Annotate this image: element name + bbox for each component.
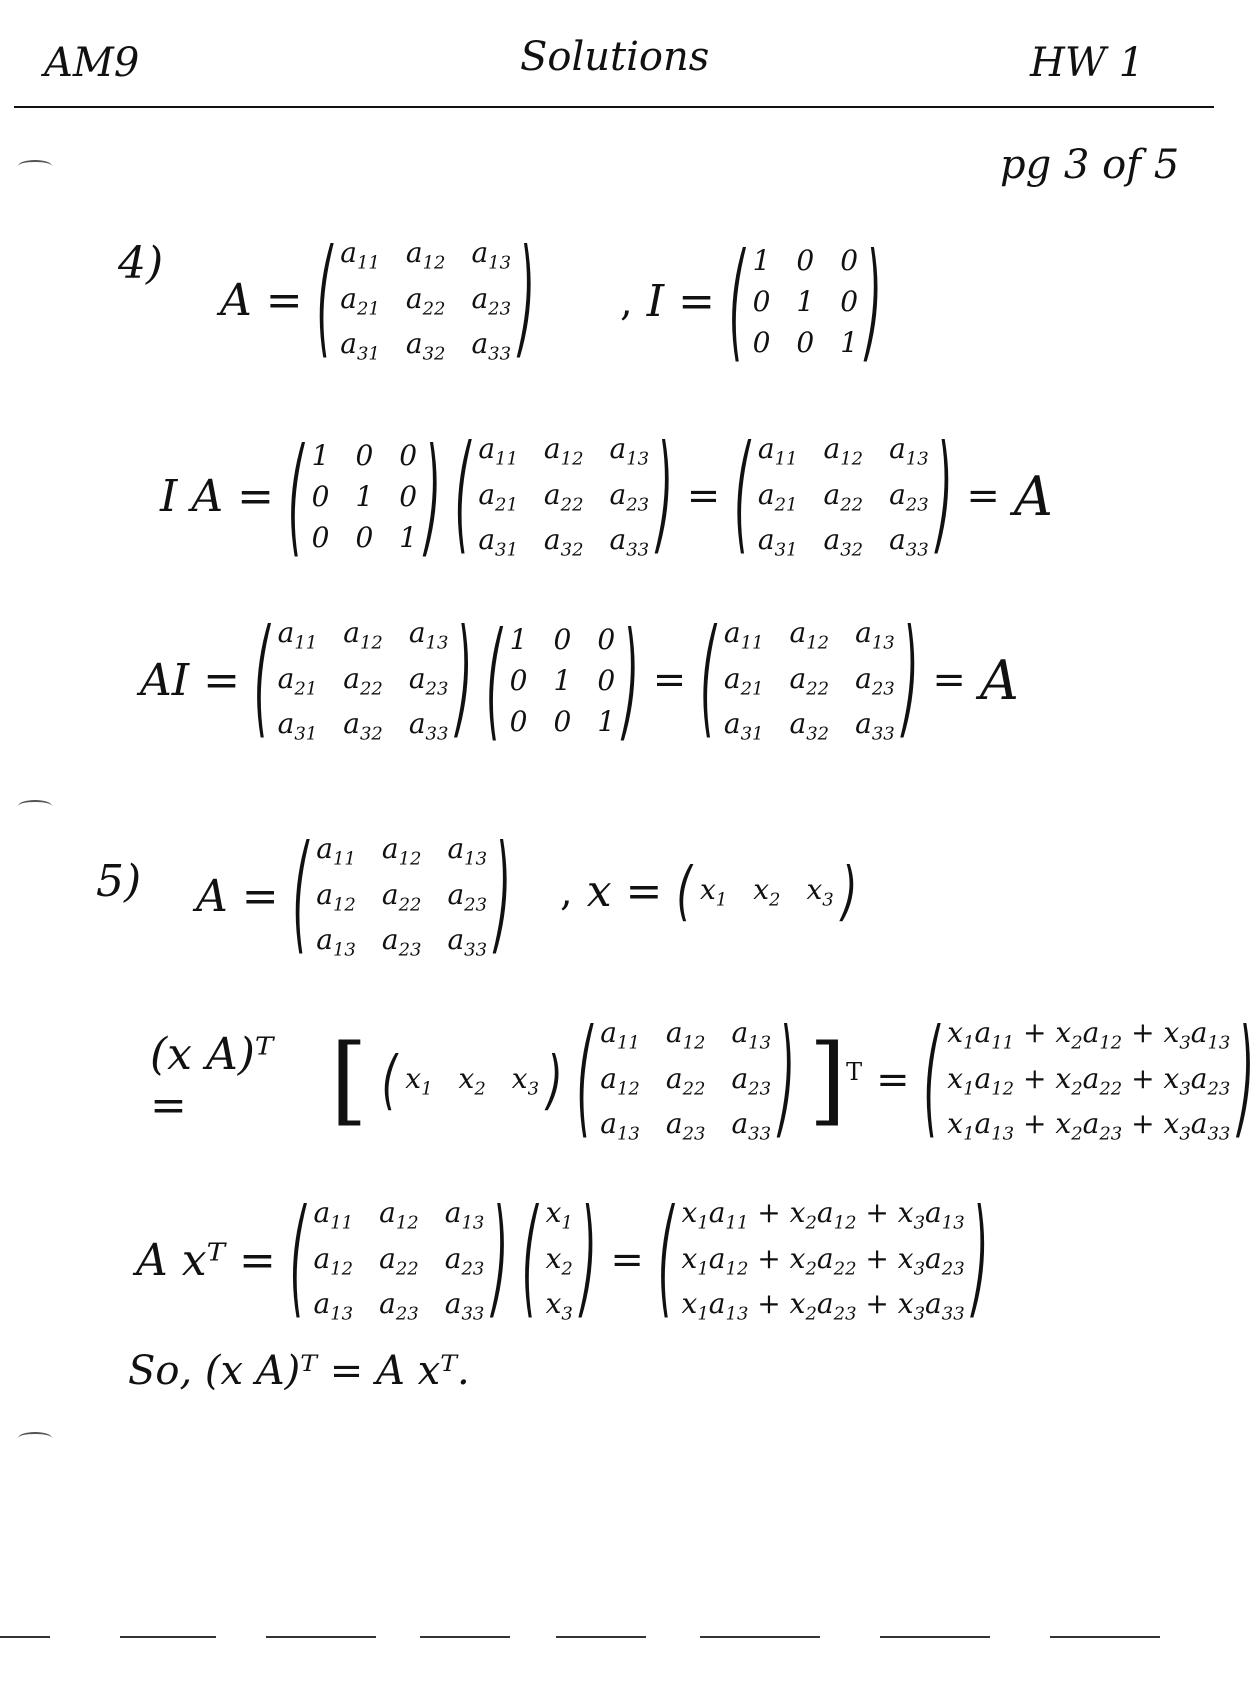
matrix-entry: 0 xyxy=(796,326,815,359)
matrix-entry: $x_1a_{11} + x_2a_{12} + x_3a_{13}$ xyxy=(681,1196,965,1234)
matrix-entry: $a_{31}$ xyxy=(340,327,380,365)
matrix-entry: $a_{33}$ xyxy=(731,1107,772,1145)
assignment-label: HW 1 xyxy=(1030,40,1145,86)
matrix-entry: $x_1a_{13} + x_2a_{23} + x_3a_{33}$ xyxy=(681,1287,965,1325)
matrix-entry: $a_{22}$ xyxy=(543,477,584,516)
left-paren: ( xyxy=(454,422,471,570)
matrix-entry: 1 xyxy=(311,438,330,472)
matrix-entry: $a_{12}$ xyxy=(600,1061,640,1100)
matrix-entry: $a_{12}$ xyxy=(543,432,584,470)
equals-sign: = xyxy=(686,473,721,520)
matrix-entry: $a_{11}$ xyxy=(478,432,518,470)
matrix-entry: 0 xyxy=(399,438,418,472)
matrix-entry: 0 xyxy=(355,520,374,554)
left-paren: ( xyxy=(734,422,750,570)
matrix-entry: 1 xyxy=(509,622,528,656)
page-number: pg 3 of 5 xyxy=(1000,142,1180,188)
matrix-entry: $a_{12}$ xyxy=(316,877,356,916)
matrix-entry: 0 xyxy=(355,438,374,472)
p4-IA-matrix-I xyxy=(288,422,441,570)
matrix-entry: $x_1$ xyxy=(405,1061,433,1100)
matrix-entry: $a_{23}$ xyxy=(889,477,929,516)
matrix-entry: $a_{13}$ xyxy=(408,616,449,654)
right-paren: ) xyxy=(547,1043,563,1118)
left-paren: ( xyxy=(728,227,745,376)
close-bracket: ]$^T$ xyxy=(808,1024,863,1137)
matrix-entry: $a_{11}$ xyxy=(316,832,356,870)
right-paren: ) xyxy=(902,606,919,754)
equals-sign: = xyxy=(876,1057,910,1104)
open-bracket: [ xyxy=(330,1024,368,1137)
matrix-entry: $a_{22}$ xyxy=(789,661,830,700)
equals-sign: = xyxy=(932,657,966,704)
matrix-entry: $a_{33}$ xyxy=(408,707,449,745)
matrix-entry: $a_{22}$ xyxy=(823,477,864,516)
p4-I-label: I = xyxy=(646,276,715,327)
matrix-entry: $a_{23}$ xyxy=(731,1061,772,1100)
left-paren: ( xyxy=(576,1006,593,1154)
matrix-entry: $x_2$ xyxy=(545,1241,573,1280)
matrix-entry: 0 xyxy=(597,622,616,656)
matrix-entry: $a_{33}$ xyxy=(444,1287,485,1325)
matrix-entry: $a_{13}$ xyxy=(447,832,488,870)
p4-IA-result-matrix xyxy=(734,422,953,570)
problem-5-number: 5) xyxy=(96,856,142,907)
left-paren: ( xyxy=(288,422,304,570)
p4-A-label: A = xyxy=(220,274,303,326)
footer-rule xyxy=(120,1636,216,1638)
matrix-entry: $a_{31}$ xyxy=(723,707,764,745)
p4-IA-result: A xyxy=(1013,464,1053,528)
right-paren: ) xyxy=(1238,1006,1254,1154)
footer-rule xyxy=(0,1636,50,1638)
p5-AxT-equation xyxy=(136,1186,989,1334)
left-paren: ( xyxy=(676,854,692,929)
footer-rule xyxy=(266,1636,376,1638)
matrix-entry: $a_{23}$ xyxy=(447,877,488,916)
matrix-entry: 1 xyxy=(796,285,815,318)
right-paren: ) xyxy=(936,422,953,570)
matrix-entry: $a_{23}$ xyxy=(665,1107,706,1145)
matrix-entry: $a_{12}$ xyxy=(405,236,446,274)
right-paren: ) xyxy=(623,606,639,754)
p5-definition-x: , x = ( $x_1$ $x_2$ $x_3$ ) xyxy=(560,866,857,917)
matrix-entry: 0 xyxy=(597,663,616,697)
p5-matrix-A xyxy=(292,822,511,970)
right-paren: ) xyxy=(495,822,511,970)
left-paren: ( xyxy=(316,226,333,374)
matrix-entry: $a_{21}$ xyxy=(277,661,318,700)
p4-AI-label: AI = xyxy=(140,654,241,706)
matrix-entry: 1 xyxy=(399,520,418,554)
matrix-entry: $a_{33}$ xyxy=(855,707,895,745)
matrix-entry: $a_{11}$ xyxy=(277,616,318,654)
left-paren: ( xyxy=(700,606,716,754)
matrix-entry: $a_{13}$ xyxy=(600,1107,640,1145)
matrix-entry: $a_{13}$ xyxy=(444,1196,485,1234)
matrix-entry: $a_{23}$ xyxy=(471,281,512,320)
p4-definition-A xyxy=(220,226,535,374)
footer-rule xyxy=(556,1636,646,1638)
matrix-entry: $a_{22}$ xyxy=(379,1241,419,1280)
matrix-entry: $a_{32}$ xyxy=(543,523,584,561)
p4-AI-equation xyxy=(140,606,1019,754)
page-heading: Solutions xyxy=(520,34,710,80)
matrix-entry: $a_{32}$ xyxy=(405,327,446,365)
p4-AI-matrix-A xyxy=(254,606,473,754)
right-paren: ) xyxy=(519,226,535,374)
matrix-entry: $x_3$ xyxy=(545,1287,573,1325)
left-paren: ( xyxy=(657,1186,674,1334)
matrix-entry: 0 xyxy=(553,622,572,656)
footer-rule xyxy=(880,1636,990,1638)
right-paren: ) xyxy=(425,422,441,570)
matrix-entry: 0 xyxy=(553,704,572,738)
right-paren: ) xyxy=(456,606,473,754)
p5-AxT-label: A xᵀ = xyxy=(136,1234,276,1286)
left-paren: ( xyxy=(521,1186,538,1334)
matrix-entry: $a_{21}$ xyxy=(340,281,380,320)
matrix-entry: $x_3$ xyxy=(806,872,834,911)
matrix-entry: 1 xyxy=(752,244,771,277)
matrix-entry: $a_{22}$ xyxy=(665,1061,706,1100)
matrix-entry: $a_{12}$ xyxy=(381,832,422,870)
matrix-entry: $x_1$ xyxy=(700,872,728,911)
matrix-entry: $a_{31}$ xyxy=(277,707,318,745)
matrix-entry: $a_{11}$ xyxy=(600,1016,640,1054)
matrix-entry: $a_{33}$ xyxy=(609,523,650,561)
margin-mark xyxy=(18,800,52,812)
p5-conclusion: So, (x A)ᵀ = A xᵀ. xyxy=(128,1348,470,1394)
left-paren: ( xyxy=(923,1006,940,1154)
matrix-entry: $a_{33}$ xyxy=(447,923,488,961)
matrix-entry: $a_{23}$ xyxy=(408,661,449,700)
left-paren: ( xyxy=(486,606,502,754)
matrix-entry: $a_{13}$ xyxy=(889,432,929,470)
matrix-entry: 0 xyxy=(509,704,528,738)
right-paren: ) xyxy=(779,1006,795,1154)
matrix-entry: 0 xyxy=(840,244,859,277)
matrix-entry: 0 xyxy=(796,244,815,277)
footer-rule xyxy=(700,1636,820,1638)
p5-xA-matrix-A xyxy=(576,1006,795,1154)
course-label: AM9 xyxy=(44,40,140,86)
matrix-entry: 1 xyxy=(355,479,374,513)
matrix-entry: $a_{13}$ xyxy=(313,1287,354,1325)
right-paren: ) xyxy=(972,1186,989,1334)
matrix-entry: $a_{13}$ xyxy=(855,616,895,654)
equals-sign: = xyxy=(966,473,1000,520)
matrix-entry: 0 xyxy=(399,479,418,513)
matrix-entry: $x_1a_{12} + x_2a_{22} + x_3a_{23}$ xyxy=(681,1241,965,1280)
matrix-entry: 1 xyxy=(840,326,859,359)
matrix-entry: $a_{13}$ xyxy=(316,923,356,961)
matrix-entry: $a_{23}$ xyxy=(444,1241,485,1280)
left-paren: ( xyxy=(254,606,270,754)
problem-4-number: 4) xyxy=(118,238,164,289)
p5-A-label: A = xyxy=(196,870,279,922)
matrix-entry: $a_{13}$ xyxy=(471,236,512,274)
matrix-entry: $a_{11}$ xyxy=(313,1196,354,1234)
matrix-entry: $a_{33}$ xyxy=(889,523,929,561)
matrix-entry: $a_{21}$ xyxy=(757,477,798,516)
p4-AI-result-matrix xyxy=(700,606,919,754)
matrix-entry: 0 xyxy=(509,663,528,697)
margin-mark xyxy=(18,160,52,172)
matrix-entry: $a_{11}$ xyxy=(757,432,798,470)
matrix-entry: $a_{23}$ xyxy=(381,923,422,961)
footer-rule xyxy=(1050,1636,1160,1638)
matrix-entry: 0 xyxy=(752,285,771,318)
matrix-entry: $a_{12}$ xyxy=(379,1196,419,1234)
equals-sign: = xyxy=(610,1237,644,1284)
matrix-entry: $x_1a_{12} + x_2a_{22} + x_3a_{23}$ xyxy=(947,1061,1231,1100)
matrix-entry: $a_{22}$ xyxy=(343,661,383,700)
matrix-entry: $a_{13}$ xyxy=(609,432,650,470)
header-rule xyxy=(14,106,1214,108)
matrix-entry: $a_{12}$ xyxy=(665,1016,706,1054)
p5-xAT-equation xyxy=(150,1006,1254,1154)
matrix-entry: $a_{12}$ xyxy=(789,616,830,654)
p5-xAT-label: (x A)ᵀ = xyxy=(150,1029,274,1132)
p4-definition-I: , I = ( 1 0 0 0 1 0 0 0 1 ) xyxy=(620,238,882,365)
p5-definition-A xyxy=(196,822,511,970)
matrix-entry: $a_{32}$ xyxy=(343,707,383,745)
matrix-entry: $a_{23}$ xyxy=(379,1287,419,1325)
footer-rule xyxy=(420,1636,510,1638)
margin-mark xyxy=(18,1432,52,1444)
matrix-entry: 0 xyxy=(311,520,330,554)
matrix-entry: 0 xyxy=(840,285,859,318)
matrix-entry: $x_1a_{11} + x_2a_{12} + x_3a_{13}$ xyxy=(947,1016,1231,1054)
p5-AxT-result-vector xyxy=(657,1186,989,1334)
matrix-entry: 1 xyxy=(553,663,572,697)
matrix-entry: 0 xyxy=(752,326,771,359)
p5-x-label: x = xyxy=(586,866,663,917)
left-paren: ( xyxy=(289,1186,306,1334)
matrix-entry: $a_{21}$ xyxy=(723,661,764,700)
p4-IA-equation xyxy=(160,422,1053,570)
matrix-entry: $a_{33}$ xyxy=(471,327,512,365)
matrix-entry: $x_2$ xyxy=(753,872,781,911)
right-paren: ) xyxy=(866,227,882,376)
matrix-entry: $a_{32}$ xyxy=(789,707,830,745)
matrix-entry: $a_{32}$ xyxy=(823,523,864,561)
matrix-entry: $x_3$ xyxy=(511,1061,540,1100)
right-paren: ) xyxy=(580,1186,597,1334)
right-paren: ) xyxy=(657,422,673,570)
matrix-entry: $x_1$ xyxy=(545,1196,573,1234)
p4-IA-label: I A = xyxy=(160,470,274,522)
matrix-entry: $a_{11}$ xyxy=(340,236,380,274)
matrix-entry: $a_{31}$ xyxy=(478,523,518,561)
matrix-entry: $a_{12}$ xyxy=(313,1241,354,1280)
matrix-entry: $a_{23}$ xyxy=(855,661,895,700)
matrix-entry: $a_{21}$ xyxy=(478,477,518,516)
matrix-entry: $a_{22}$ xyxy=(405,281,446,320)
matrix-entry: 0 xyxy=(311,479,330,513)
left-paren: ( xyxy=(381,1043,398,1118)
matrix-entry: $a_{12}$ xyxy=(823,432,864,470)
matrix-entry: 1 xyxy=(597,704,616,738)
equals-sign: = xyxy=(652,657,687,704)
left-paren: ( xyxy=(292,822,309,970)
matrix-entry: $x_2$ xyxy=(458,1061,486,1100)
p5-Ax-matrix-A xyxy=(289,1186,508,1334)
p5-Ax-column-vector xyxy=(521,1186,597,1334)
matrix-entry: $a_{11}$ xyxy=(723,616,764,654)
matrix-entry: $a_{13}$ xyxy=(731,1016,772,1054)
matrix-entry: $a_{22}$ xyxy=(381,877,422,916)
right-paren: ) xyxy=(492,1186,508,1334)
matrix-entry: $a_{23}$ xyxy=(609,477,650,516)
matrix-entry: $a_{31}$ xyxy=(757,523,798,561)
p4-AI-result: A xyxy=(979,648,1019,712)
right-paren: ) xyxy=(841,854,858,929)
matrix-entry: $x_1a_{13} + x_2a_{23} + x_3a_{33}$ xyxy=(947,1107,1231,1145)
matrix-entry: $a_{12}$ xyxy=(343,616,383,654)
